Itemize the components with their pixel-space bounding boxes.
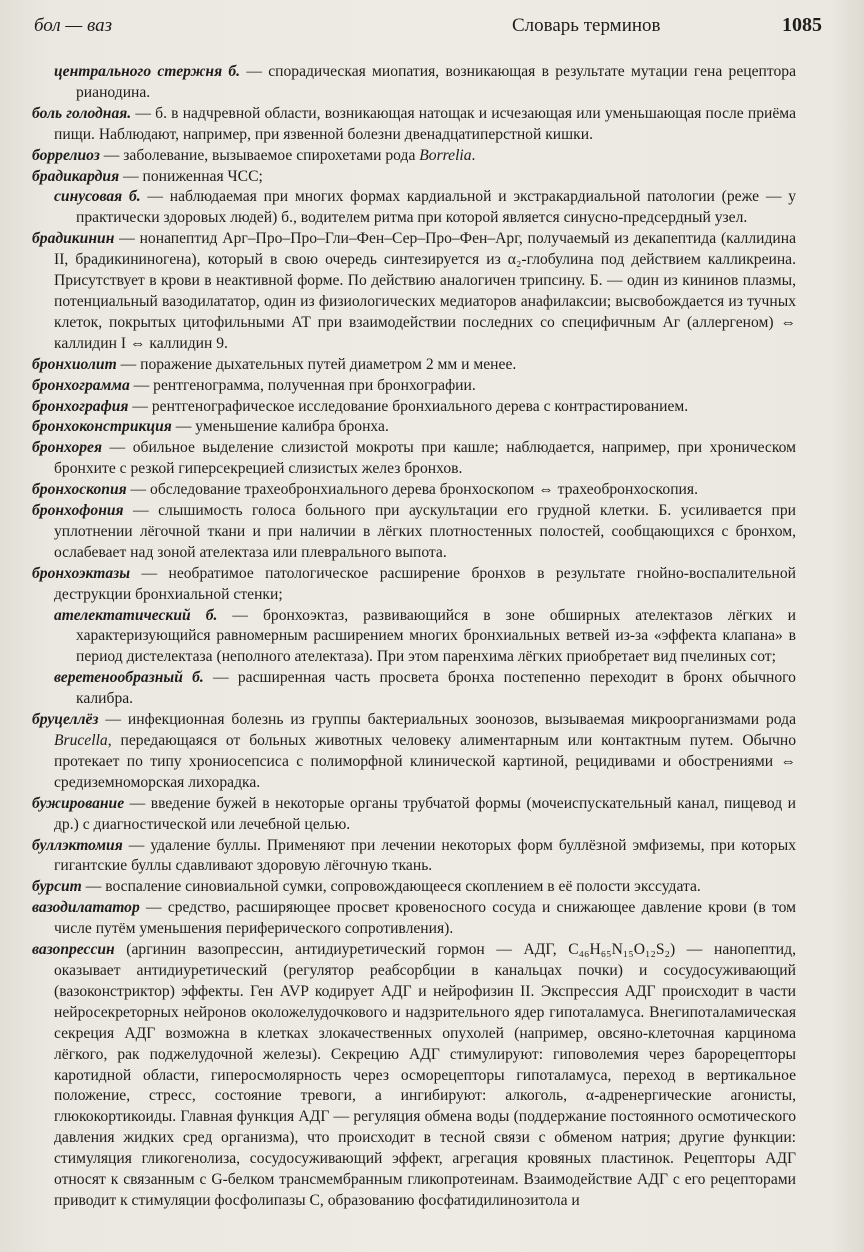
entry-term: бронхоконстрикция — [32, 418, 172, 436]
entry-definition: — наблюдаемая при многих формах кардиальной и экстракардиальной патологии (реже — у практически здоровых людей) б., водителем ритма при которой является синусно-предсердный узел. — [76, 188, 796, 227]
entry-term: бронхоскопия — [32, 481, 127, 499]
entry-definition: — введение бужей в некоторые органы трубчатой формы (мочеиспускательный канал, пищевод и др.) с диагностической или лечебной целью. — [54, 794, 796, 833]
entry-term: бронхография — [32, 397, 129, 415]
glossary-entry — [32, 480, 796, 501]
entry-latin-name: Brucella — [54, 732, 108, 749]
entry-term: центрального стержня б. — [54, 63, 241, 80]
glossary-entry — [32, 564, 796, 606]
entry-term: брадикардия — [32, 167, 120, 185]
entry-term: ателектатический б. — [54, 606, 218, 624]
entry-definition: — б. в надчревной области, возникающая натощак и исчезающая или уменьшающая после приёма пищи. Наблюдают, например, при язвенной болезни двенадцатиперстной кишки. — [54, 104, 796, 143]
glossary-entry — [32, 229, 796, 354]
entry-definition: — заболевание, вызываемое спирохетами рода — [99, 146, 420, 164]
glossary-entry — [32, 710, 796, 794]
entry-definition-continued: , передающаяся от больных животных человеку алиментарным или контактным путем. Обычно протекает по типу хрониосепсиса с полиморфной клинической картиной, рецидивами и обострениями ⇔ средиземноморская лихорадка. — [54, 732, 796, 791]
entry-term: боррелиоз — [32, 146, 100, 164]
entry-definition: — удаление буллы. Применяют при лечении некоторых форм буллёзной эмфиземы, при которых гигантские буллы сдавливают здоровую лёгочную ткань. — [54, 836, 796, 875]
entry-definition: — рентгенограмма, полученная при бронхографии. — [129, 376, 476, 394]
running-head-range: бол — ваз — [34, 15, 113, 36]
entry-term: бронхоэктазы — [32, 564, 131, 582]
entry-term: бронхорея — [32, 439, 102, 457]
glossary-entry — [32, 355, 796, 376]
entry-definition: — слышимость голоса больного при аускультации его грудной клетки. Б. усиливается при уплотнении лёгочной ткани и при наличии в лёгких плотностенных полостей, сообщающихся с бронхом, ослабевает над зоной ателектаза или плеврального выпота. — [54, 502, 796, 561]
glossary-entry — [32, 62, 796, 104]
entry-definition: — инфекционная болезнь из группы бактериальных зоонозов, вызываемая микроорганизмами рода — [98, 711, 796, 729]
entry-definition: — средство, расширяющее просвет кровеносного сосуда и снижающее давление крови (в том числе путём уменьшения периферического сопротивления). — [54, 899, 796, 938]
running-head-title: Словарь терминов — [512, 15, 661, 36]
running-header — [34, 14, 822, 48]
glossary-entry — [32, 898, 796, 940]
entry-term: боль голодная. — [32, 104, 132, 122]
glossary-entry — [32, 668, 796, 710]
glossary-entry — [32, 417, 796, 438]
glossary-entry — [32, 167, 796, 188]
entry-term: вазодилататор — [32, 899, 140, 917]
entry-definition: — обследование трахеобронхиального дерева бронхоскопом ⇔ трахеобронхоскопия. — [126, 481, 698, 499]
entry-term: брадикинин — [32, 230, 115, 248]
glossary-body — [32, 62, 796, 1212]
entry-term: бронхиолит — [32, 355, 117, 373]
entry-term: бронхограмма — [32, 376, 130, 394]
page-number: 1085 — [782, 14, 822, 36]
glossary-entry — [32, 146, 796, 167]
entry-definition: — обильное выделение слизистой мокроты при кашле; наблюдается, например, при хроническом бронхите с резкой гиперсекрецией слизистых желез бронхов. — [54, 439, 796, 478]
glossary-entry — [32, 187, 796, 229]
entry-definition: — расширенная часть просвета бронха постепенно переходит в бронх обычного калибра. — [76, 669, 796, 708]
entry-term: буллэктомия — [32, 836, 123, 854]
glossary-entry — [32, 438, 796, 480]
entry-definition: — уменьшение калибра бронха. — [171, 418, 389, 436]
entry-term: бужирование — [32, 794, 125, 812]
entry-definition: — нонапептид Арг–Про–Про–Гли–Фен–Сер–Про–Фен–Арг, получаемый из декапептида (каллидина II, брадикининогена), который в свою очередь синтезируется из α₂-глобулина под действием калликреина. Присутствует в крови в неактивной форме. По действию аналогичен трипсину. Б. — один из кининов плазмы, потенциальный вазодилататор, один из физиологических медиаторов анафилаксии; высвобождается из тучных клеток, покрытых цитофильными АТ при взаимодействии последних со специфичным Аг (аллергеном) ⇔ каллидин I ⇔ каллидин 9. — [54, 230, 796, 352]
glossary-entry — [32, 606, 796, 669]
entry-definition: — необратимое патологическое расширение бронхов в результате гнойно-воспалительной деструкции бронхиальной стенки; — [54, 564, 796, 603]
entry-definition: — спорадическая миопатия, возникающая в результате мутации гена рецептора рианодина. — [76, 63, 796, 101]
entry-term: вазопрессин — [32, 941, 115, 959]
glossary-entry — [32, 376, 796, 397]
entry-definition: — поражение дыхательных путей диаметром 2 мм и менее. — [116, 355, 517, 373]
entry-term: синусовая б. — [54, 188, 141, 206]
glossary-entry — [32, 104, 796, 146]
glossary-entry — [32, 940, 796, 1212]
entry-definition: — воспаление синовиальной сумки, сопровождающееся скоплением в её полости экссудата. — [81, 878, 701, 896]
glossary-entry — [32, 836, 796, 878]
entry-latin-name: Borrelia — [419, 146, 472, 164]
entry-term: веретенообразный б. — [54, 669, 204, 687]
entry-term: бруцеллёз — [32, 711, 99, 729]
entry-term: бурсит — [32, 878, 82, 896]
entry-definition: — бронхоэктаз, развивающийся в зоне обширных ателектазов лёгких и характеризующийся равномерным расширением многих бронхиальных ветвей из-за «эффекта клапана» в период дистелектаза (неполного ателектаза). При этом паренхима лёгких приобретает вид пчелиных сот; — [76, 606, 796, 666]
entry-definition: (аргинин вазопрессин, антидиуретический гормон — АДГ, C₄₆H₆₅N₁₅O₁₂S₂) — нанопептид, оказывает антидиуретический (регулятор реабсорбции в канальцах почки) и сосудосуживающий (вазоконстриктор) эффекты. Ген AVP кодирует АДГ и нейрофизин II. Экспрессия АДГ происходит в части нейросекреторных нейронов околожелудочкового и надзрительного ядер гипоталамуса. Внегипоталамическая секреция АДГ возможна в клетках злокачественных опухолей (например, овсяно-клеточная карцинома лёгкого, рак поджелудочной железы). Секрецию АДГ стимулируют: гиповолемия через барорецепторы каротидной области, гиперосмолярность через осморецепторы гипоталамуса, переход в вертикальное положение, стресс, состояние тревоги, а ингибируют: алкоголь, α-адренергические агонисты, глюкокортикоиды. Главная функция АДГ — регуляция обмена воды (поддержание постоянного осмотического давления жидких сред организма), что происходит в тесной связи с обменом натрия; другие функции: стимуляция гликогенолиза, сосудосуживающий эффект, агрегация кровяных пластинок. Рецепторы АДГ относят к связанным с G-белком трансмембранным гликопротеинам. Взаимодействие АДГ с его рецепторами приводит к стимуляции фосфолипазы C, образованию фосфатидилинозитола и — [54, 941, 796, 1209]
entry-definition: — пониженная ЧСС; — [119, 167, 263, 185]
glossary-entry — [32, 397, 796, 418]
entry-definition-continued: . — [471, 146, 476, 164]
glossary-entry — [32, 501, 796, 564]
entry-term: бронхофония — [32, 502, 124, 520]
glossary-entry — [32, 877, 796, 898]
entry-definition: — рентгенографическое исследование бронхиального дерева с контрастированием. — [128, 397, 689, 415]
glossary-entry — [32, 794, 796, 836]
